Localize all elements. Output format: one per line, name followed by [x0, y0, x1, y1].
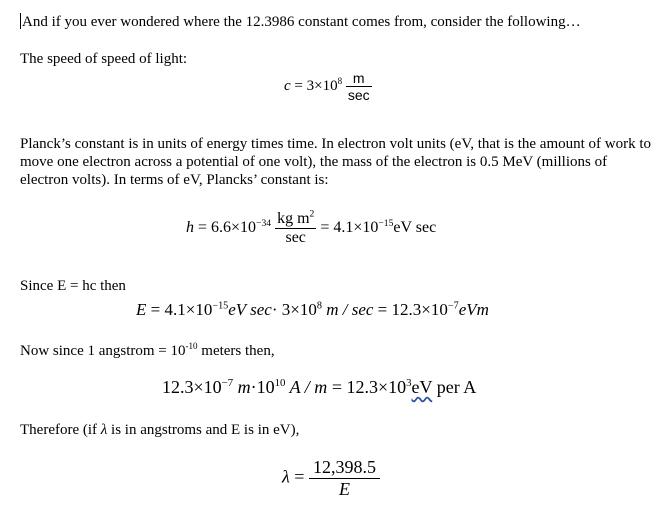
eq-E-exp2: 8 [316, 300, 322, 312]
angstrom-post: meters then, [197, 343, 275, 359]
therefore-pre: Therefore (if [20, 422, 101, 438]
angstrom-exp: -10 [185, 341, 198, 351]
eq-A-p4: A / m [285, 377, 328, 397]
eq-A-exp3: 3 [406, 377, 412, 389]
eq-lambda-den: E [338, 479, 350, 499]
eq-E-p2: eV sec [228, 300, 272, 319]
since-line: Since E = hc then [20, 278, 126, 294]
equation-lambda [282, 457, 380, 500]
eq-A-p3: ·10 [250, 377, 275, 397]
speed-heading: The speed of speed of light: [20, 51, 188, 67]
eq-E-var: E [136, 300, 147, 319]
intro-text: And if you ever wondered where the 12.3986 constant comes from, consider the following… [22, 14, 581, 30]
text-cursor [20, 13, 21, 29]
planck-paragraph: Planck’s constant is in units of energy times time. In electron volt units (eV, that is the amount of work to move one electron across a potential of one volt), the mass of the electron is 0.5 MeV (millions of electron volts). In terms of eV, Plancks’ constant is: [20, 136, 652, 188]
eq-h-exp2: −15 [378, 217, 394, 229]
eq-A-p2: m [233, 377, 251, 397]
eq-h-fraction [275, 210, 316, 247]
eq-h-var: h [186, 219, 194, 237]
eq-lambda-eq: = [289, 466, 309, 487]
eq-h-den: sec [285, 229, 306, 246]
equation-speed-of-light [284, 70, 372, 103]
eq-c-var: c [284, 77, 291, 94]
eq-c-exp: 8 [337, 75, 343, 86]
eq-h-num: kg m [277, 210, 310, 227]
eq-E-exp3: −7 [447, 300, 459, 312]
eq-E-p1: = 4.1×10 [146, 300, 213, 319]
therefore-post: is in angstroms and E is in eV), [107, 422, 300, 438]
eq-E-p3: · 3×10 [271, 300, 317, 319]
eq-E-p6: eVm [458, 300, 489, 319]
equation-energy [136, 300, 489, 320]
eq-c-den: sec [347, 87, 370, 103]
angstrom-line [20, 342, 275, 360]
eq-lambda-num: 12,398.5 [309, 457, 380, 479]
eq-lambda-var: λ [282, 466, 290, 487]
eq-E-p5: = 12.3×10 [373, 300, 448, 319]
eq-A-ev-spellcheck: eV [411, 377, 433, 397]
equation-angstrom [162, 377, 476, 398]
eq-c-num: m [346, 70, 372, 87]
eq-A-exp1: −7 [221, 377, 234, 389]
eq-E-p4: m / sec [321, 300, 374, 319]
therefore-line [20, 421, 299, 439]
angstrom-pre: Now since 1 angstrom = 10 [20, 343, 186, 359]
eq-c-eq: = 3×10 [290, 77, 338, 94]
equation-planck [186, 210, 436, 247]
intro-line[interactable] [20, 13, 581, 31]
eq-h-eq: = 6.6×10 [194, 219, 257, 237]
eq-c-fraction [346, 70, 372, 103]
therefore-lambda: λ [100, 422, 108, 438]
eq-A-exp2: 10 [274, 377, 286, 389]
eq-h-tail: eV sec [393, 219, 437, 237]
eq-h-num-exp: 2 [309, 208, 315, 220]
eq-A-p7: per A [432, 377, 477, 397]
eq-h-exp1: −34 [256, 217, 272, 229]
eq-E-exp1: −15 [212, 300, 229, 312]
eq-A-p5: = 12.3×10 [327, 377, 407, 397]
eq-lambda-fraction [309, 457, 380, 500]
eq-h-rhs: = 4.1×10 [316, 219, 379, 237]
eq-A-p1: 12.3×10 [162, 377, 222, 397]
